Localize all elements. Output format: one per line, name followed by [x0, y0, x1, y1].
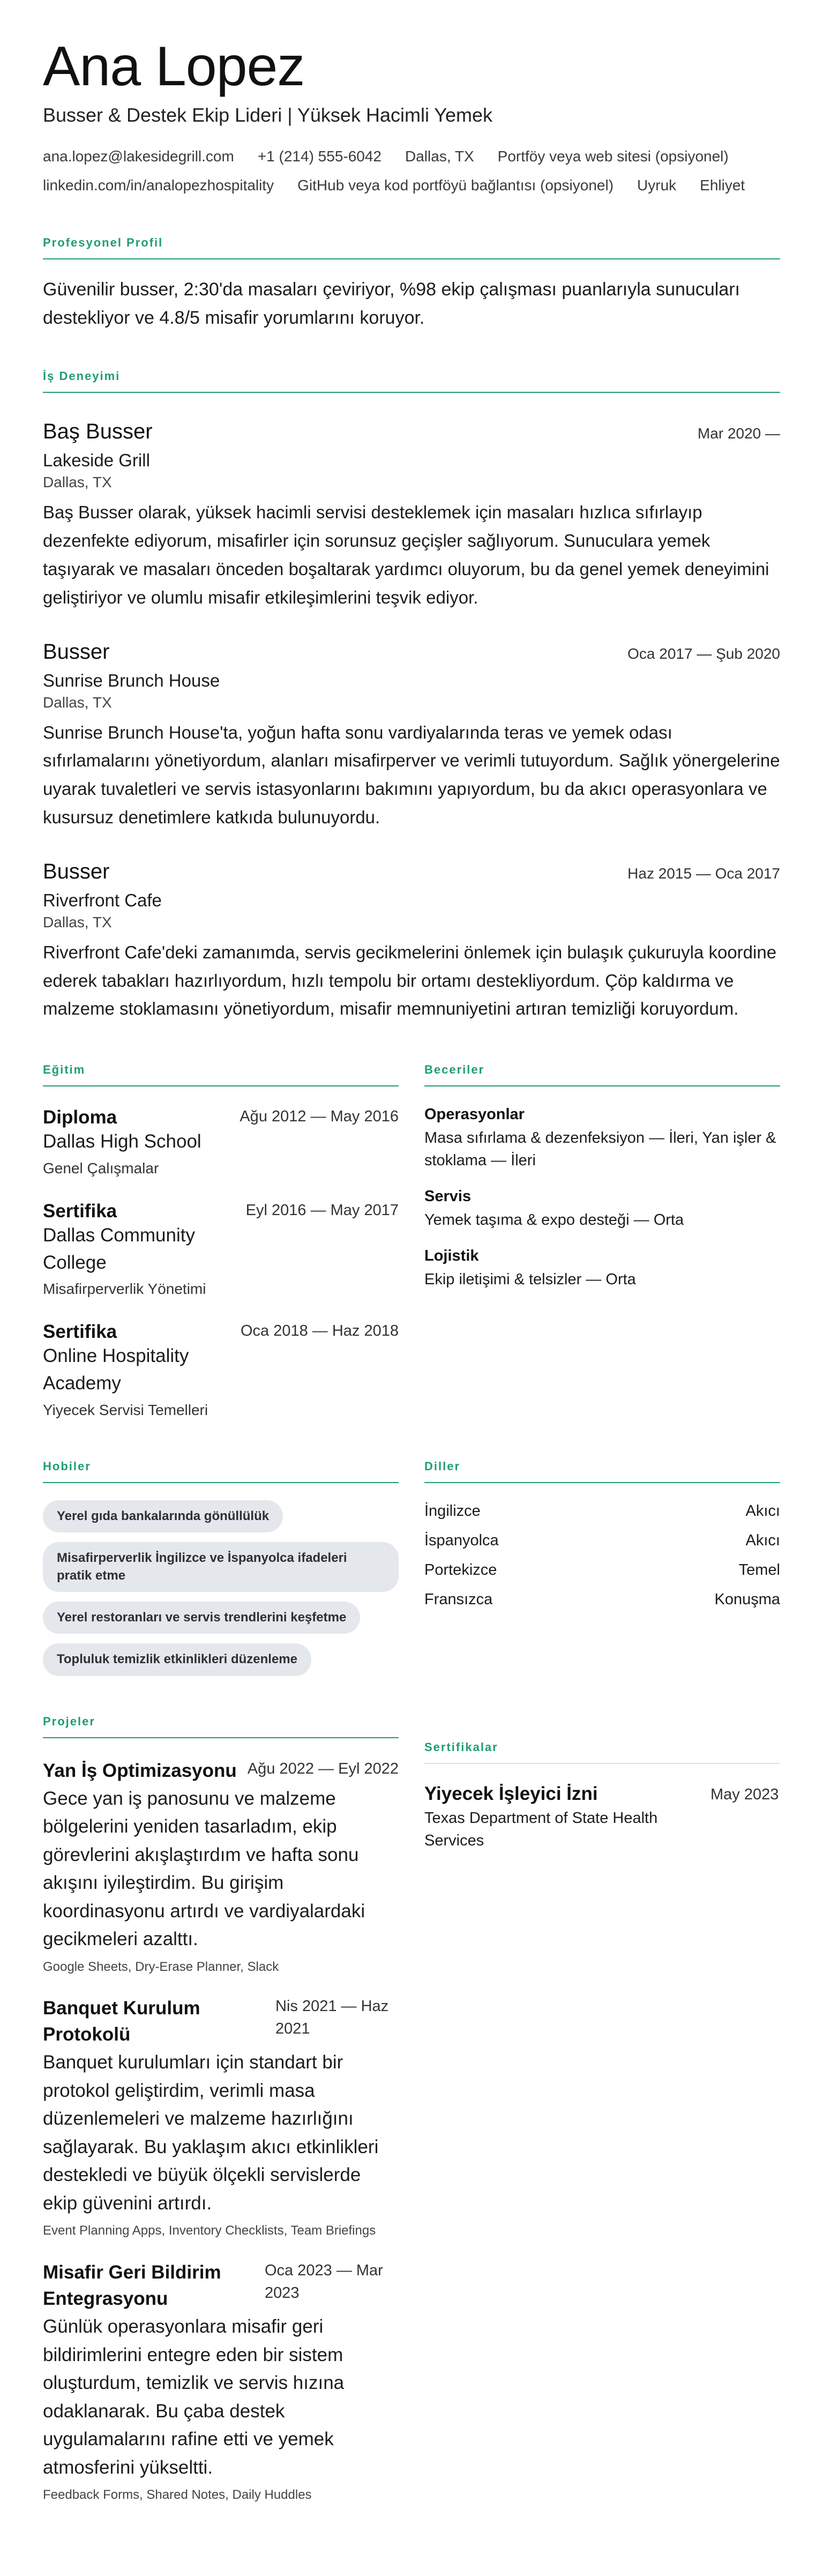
skill-group — [424, 1188, 780, 1231]
job-dates: Mar 2020 — — [697, 425, 780, 442]
education-dates: Eyl 2016 — May 2017 — [245, 1201, 399, 1219]
hobby-chip: Topluluk temizlik etkinlikleri düzenleme — [43, 1643, 311, 1676]
hobbies-section-title: Hobiler — [43, 1460, 399, 1483]
job-description: Sunrise Brunch House'ta, yoğun hafta sonu vardiyalarında teras ve yemek odası sıfırlamalarını yönetiyordum, alanları misafirperver ve verimli tutuyordum. Sağlık yönergelerine uyarak tuvaletleri ve servis istasyonlarını bakımını yapıyordum, bu da akıcı operasyonlara ve kusursuz denetimlere katkıda bulunuyordu. — [43, 722, 780, 827]
certifications-section — [424, 1715, 780, 2504]
certification-entry — [424, 1783, 780, 1852]
skills-section — [424, 1063, 780, 1419]
profile-section — [43, 236, 780, 332]
job-company: Lakeside Grill — [43, 450, 150, 471]
job-company: Sunrise Brunch House — [43, 670, 220, 690]
education-field: Genel Çalışmalar — [43, 1159, 159, 1177]
language-level: Temel — [738, 1561, 780, 1579]
job-dates: Haz 2015 — Oca 2017 — [627, 865, 780, 882]
education-field: Misafirperverlik Yönetimi — [43, 1280, 206, 1298]
language-list — [424, 1502, 780, 1609]
project-dates: Oca 2023 — Mar 2023 — [265, 2262, 383, 2302]
job-title: Busser — [43, 859, 110, 883]
education-section-title: Eğitim — [43, 1063, 399, 1086]
experience-section — [43, 369, 780, 1023]
hobbies-section — [43, 1460, 399, 1676]
hobby-chip: Yerel restoranları ve servis trendlerini keşfetme — [43, 1602, 360, 1634]
project-entry — [43, 1995, 399, 2240]
language-name: İngilizce — [424, 1502, 481, 1520]
language-row — [424, 1532, 780, 1550]
education-degree: Diploma — [43, 1107, 117, 1128]
project-entry — [43, 2259, 399, 2504]
job-location: Dallas, TX — [43, 913, 112, 930]
certification-date: May 2023 — [710, 1785, 779, 1803]
certifications-section-title: Sertifikalar — [424, 1740, 780, 1764]
contact-nationality: Uyruk — [637, 177, 677, 193]
education-entry — [43, 1321, 399, 1419]
job-description: Riverfront Cafe'deki zamanımda, servis gecikmelerini önlemek için bulaşık çukuruyla koordine ederek tabakları hazırlıyordum, hızlı tempolu bir ortamı destekliyordum. Çöp kaldırma ve malzeme stoklamasını yönetiyordum, misafir memnuniyetini artıran temizliği koruyordum. — [43, 942, 777, 1019]
languages-section — [424, 1460, 780, 1676]
project-dates: Ağu 2022 — Eyl 2022 — [247, 1760, 399, 1777]
project-tools: Feedback Forms, Shared Notes, Daily Huddles — [43, 2488, 312, 2503]
education-degree: Sertifika — [43, 1321, 117, 1343]
skill-category: Servis — [424, 1188, 472, 1205]
certification-title: Yiyecek İşleyici İzni — [424, 1783, 598, 1804]
job-entry — [43, 420, 780, 612]
languages-section-title: Diller — [424, 1460, 780, 1483]
contact-license: Ehliyet — [700, 177, 745, 193]
contact-portfolio[interactable]: Portföy veya web sitesi (opsiyonel) — [497, 148, 729, 165]
resume-header — [43, 35, 780, 194]
skill-items: Masa sıfırlama & dezenfeksiyon — İleri, Yan işler & stoklama — İleri — [424, 1129, 776, 1170]
job-description: Baş Busser olarak, yüksek hacimli servisi desteklemek için masaları hızlıca sıfırlayıp dezenfekte ediyorum, misafirler için sorunsuz geçişler sağlıyorum. Sunuculara yemek taşıyarak ve masaları önceden boşaltarak yardımcı oluyorum, bu da genel yemek deneyimini geliştiriyor ve olumlu misafir etkileşimlerini teşvik ediyor. — [43, 502, 769, 607]
language-name: İspanyolca — [424, 1531, 499, 1549]
job-company: Riverfront Cafe — [43, 890, 162, 910]
project-description: Gece yan iş panosunu ve malzeme bölgelerini yeniden tasarladım, ekip görevlerini akışlaştırdım ve hafta sonu akışını iyileştirdim. Bu girişim koordinasyonu artırdı ve vardiyalardaki gecikmeleri azalttı. — [43, 1788, 365, 1950]
job-title: Busser — [43, 639, 110, 664]
skill-items: Ekip iletişimi & telsizler — Orta — [424, 1271, 636, 1289]
education-field: Yiyecek Servisi Temelleri — [43, 1401, 208, 1418]
contact-list — [43, 148, 780, 194]
language-row — [424, 1561, 780, 1579]
projects-section-title: Projeler — [43, 1715, 399, 1738]
project-entry — [43, 1758, 399, 1976]
hobby-list — [43, 1500, 399, 1676]
project-tools: Google Sheets, Dry-Erase Planner, Slack — [43, 1959, 279, 1974]
candidate-headline: Busser & Destek Ekip Lideri | Yüksek Hacimli Yemek — [43, 104, 493, 126]
job-entry — [43, 860, 780, 1023]
education-school: Online Hospitality Academy — [43, 1345, 189, 1394]
language-row — [424, 1502, 780, 1520]
language-level: Akıcı — [745, 1531, 780, 1549]
education-school: Dallas Community College — [43, 1224, 195, 1273]
language-row — [424, 1591, 780, 1609]
project-description: Banquet kurulumları için standart bir protokol geliştirdim, verimli masa düzenlemeleri ve malzeme hazırlığını sağlayarak. Bu yaklaşım akıcı etkinlikleri destekledi ve büyük ölçekli servislerde ekip güvenini artırdı. — [43, 2052, 379, 2214]
project-title: Banquet Kurulum Protokolü — [43, 1998, 200, 2045]
certification-issuer: Texas Department of State Health Services — [424, 1809, 658, 1849]
education-entry — [43, 1201, 399, 1298]
contact-location: Dallas, TX — [405, 148, 474, 165]
hobby-chip: Misafirperverlik İngilizce ve İspanyolca ifadeleri pratik etme — [43, 1542, 399, 1592]
language-level: Konuşma — [714, 1590, 780, 1608]
skill-category: Lojistik — [424, 1247, 479, 1265]
language-name: Portekizce — [424, 1561, 497, 1579]
skill-group — [424, 1106, 780, 1172]
education-degree: Sertifika — [43, 1200, 117, 1222]
education-school: Dallas High School — [43, 1131, 201, 1152]
project-description: Günlük operasyonlara misafir geri bildirimlerini entegre eden bir sistem oluşturdum, temizlik ve servis hızına odaklanarak. Bu çaba destek uygulamalarını rafine etti ve yemek atmosferini yükseltti. — [43, 2316, 345, 2478]
language-level: Akıcı — [745, 1502, 780, 1520]
job-title: Baş Busser — [43, 420, 153, 444]
projects-section — [43, 1715, 399, 2504]
skill-category: Operasyonlar — [424, 1106, 525, 1123]
profile-section-title: Profesyonel Profil — [43, 236, 780, 259]
project-dates: Nis 2021 — Haz 2021 — [275, 1998, 389, 2038]
hobby-chip: Yerel gıda bankalarında gönüllülük — [43, 1500, 283, 1532]
education-entry — [43, 1107, 399, 1177]
contact-linkedin[interactable]: linkedin.com/in/analopezhospitality — [43, 177, 274, 193]
education-dates: Oca 2018 — Haz 2018 — [240, 1322, 399, 1340]
profile-summary: Güvenilir busser, 2:30'da masaları çeviriyor, %98 ekip çalışması puanlarıyla sunucuları destekliyor ve 4.8/5 misafir yorumlarını koruyor. — [43, 279, 740, 328]
contact-github[interactable]: GitHub veya kod portföyü bağlantısı (opsiyonel) — [297, 177, 614, 193]
skill-items: Yemek taşıma & expo desteği — Orta — [424, 1211, 684, 1229]
hobbies-languages-row — [43, 1460, 780, 1676]
job-location: Dallas, TX — [43, 694, 112, 711]
project-tools: Event Planning Apps, Inventory Checklists, Team Briefings — [43, 2223, 376, 2238]
job-dates: Oca 2017 — Şub 2020 — [627, 645, 780, 662]
education-dates: Ağu 2012 — May 2016 — [240, 1108, 399, 1126]
education-skills-row — [43, 1063, 780, 1419]
skill-group — [424, 1247, 780, 1291]
candidate-name: Ana Lopez — [43, 35, 305, 98]
skills-section-title: Beceriler — [424, 1063, 780, 1086]
job-entry — [43, 640, 780, 832]
language-name: Fransızca — [424, 1590, 493, 1608]
project-title: Misafir Geri Bildirim Entegrasyonu — [43, 2262, 221, 2310]
job-location: Dallas, TX — [43, 474, 112, 491]
contact-email[interactable]: ana.lopez@lakesidegrill.com — [43, 148, 234, 165]
projects-certifications-row — [43, 1715, 780, 2504]
experience-section-title: İş Deneyimi — [43, 369, 780, 393]
project-title: Yan İş Optimizasyonu — [43, 1760, 237, 1781]
education-section — [43, 1063, 399, 1419]
contact-phone[interactable]: +1 (214) 555-6042 — [257, 148, 382, 165]
